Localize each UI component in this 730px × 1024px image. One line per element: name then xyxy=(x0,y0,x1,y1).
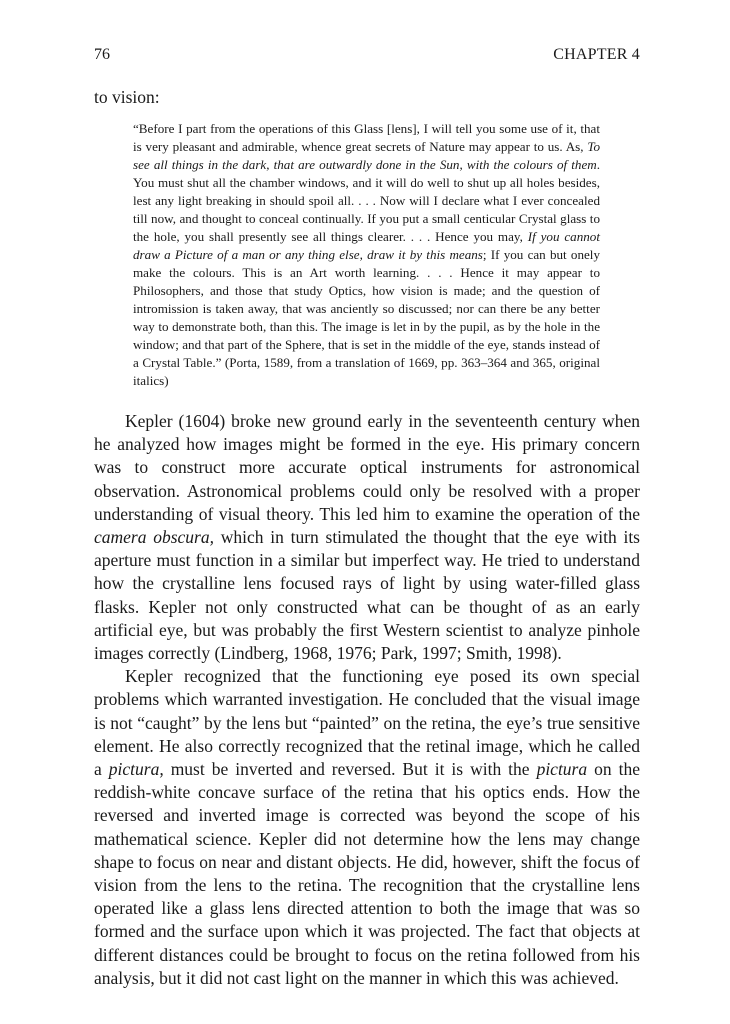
paragraph-text: Kepler (1604) broke new ground early in the seventeenth century when he analyzed how images might be formed in the eye. His primary concern was to construct more accurate optical instruments for astronomical observation. Astronomical problems could only be resolved with a proper understanding of visual theory. This led him to examine the operation of the xyxy=(94,411,640,524)
quote-italic: To see all things in the dark, that are outwardly done in the Sun, with the colours of them xyxy=(133,139,600,172)
paragraph-text: which in turn stimulated the thought that the eye with its aperture must function in a similar but imperfect way. He tried to understand how the crystalline lens focused rays of light by using water-filled glass flasks. Kepler not only constructed what can be thought of as an early artificial eye, but was probably the first Western scientist to analyze pinhole images correctly (Lindberg, 1968, 1976; Park, 1997; Smith, 1998). xyxy=(94,527,640,664)
paragraph xyxy=(94,665,640,990)
italic-term: pictura xyxy=(536,759,588,780)
italic-term: pictura, xyxy=(108,759,164,780)
paragraph xyxy=(94,410,640,665)
lead-in-text: to vision: xyxy=(94,87,160,107)
quote-text: ; If you can but onely make the colours. This is an Art worth learning. . . . Hence it may appear to Philosophers, and those that study Optics, how vision is made; and the question of intromission is taken away, that was anciently so discussed; nor can there be any better way to demonstrate both, than this. The image is let in by the pupil, as by the hole in the window; and that part of the Sphere, that is set in the middle of the eye, stands instead of a Crystal Table.” (Porta, 1589, from a translation of 1669, pp. 363–364 and 365, original italics) xyxy=(133,247,600,388)
block-quotation xyxy=(133,120,600,390)
paragraph-text: on the reddish-white concave surface of the retina that his optics ends. How the reversed and inverted image is corrected was beyond the scope of his mathematical science. Kepler did not determine how the lens may change shape to focus on near and distant objects. He did, however, shift the focus of vision from the lens to the retina. The recognition that the crystalline lens operated like a glass lens directed attention to both the image that was so formed and the surface upon which it was projected. The fact that objects at different distances could be brought to focus on the retina followed from his analysis, but it did not cast light on the manner in which this was achieved. xyxy=(94,759,640,988)
body-text xyxy=(94,410,640,990)
chapter-title: CHAPTER 4 xyxy=(553,46,640,63)
quote-text: “Before I part from the operations of this Glass [lens], I will tell you some use of it, that is very pleasant and admirable, whence great secrets of Nature may appear to us. As, xyxy=(133,121,600,154)
running-header xyxy=(94,44,640,66)
paragraph-text: must be inverted and reversed. But it is with the xyxy=(163,759,537,780)
italic-term: camera obscura, xyxy=(94,527,214,548)
quote-text: . You must shut all the chamber windows, and it will do well to shut up all holes besides, lest any light breaking in should spoil all. . . . Now will I declare what I ever concealed till now, and thought to conceal continually. If you put a small centicular Crystal glass to the hole, you shall presently see all things clearer. . . . Hence you may, xyxy=(133,157,600,244)
page-number: 76 xyxy=(94,46,110,63)
paragraph-text: Kepler recognized that the functioning eye posed its own special problems which warranted investigation. He concluded that the visual image is not “caught” by the lens but “painted” on the retina, the eye’s true sensitive element. He also correctly recognized that the retinal image, which he called a xyxy=(94,666,640,780)
quote-italic: If you cannot draw a Picture of a man or any thing else, draw it by this means xyxy=(133,229,600,262)
